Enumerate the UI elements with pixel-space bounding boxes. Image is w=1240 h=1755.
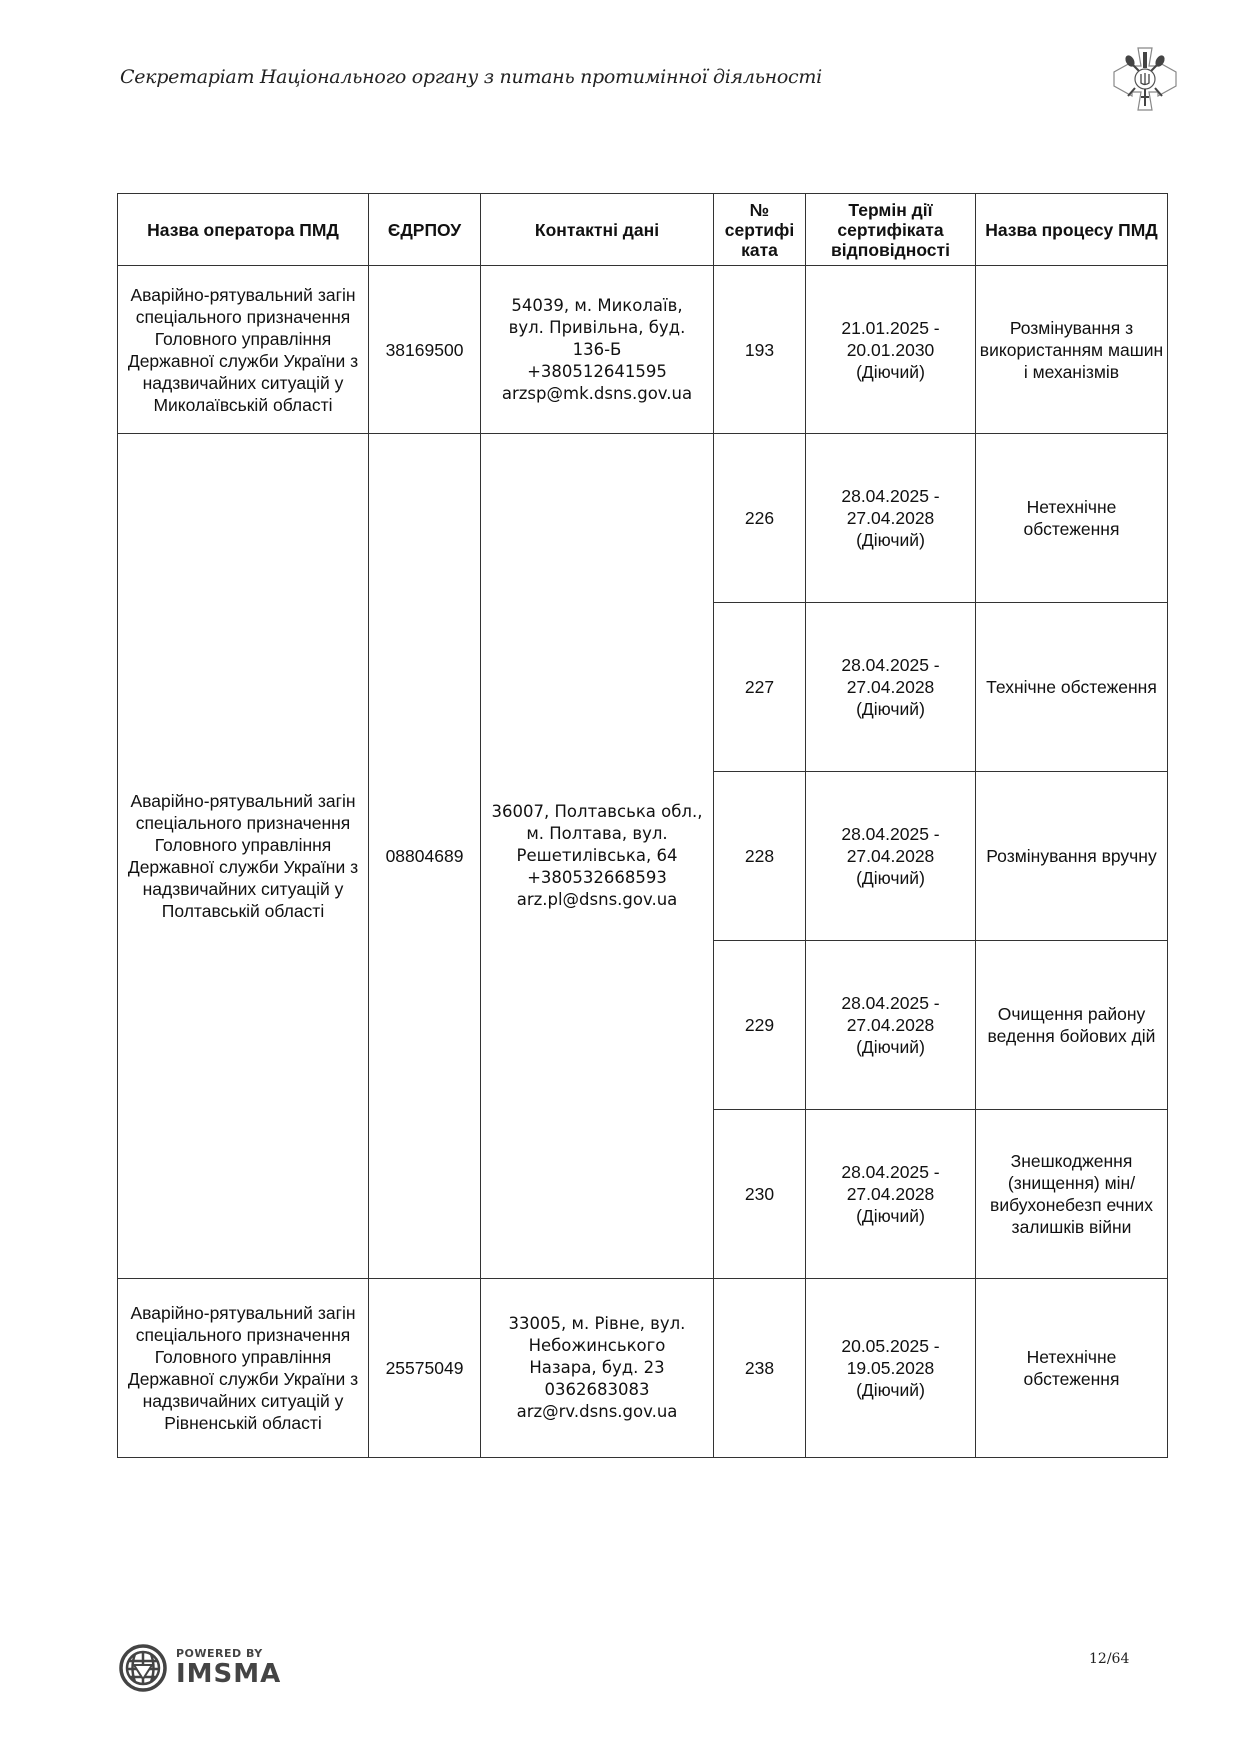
column-header-operator-name: Назва оператора ПМД [118,194,369,266]
certificates-table [117,193,1168,1458]
certificate-number: 193 [714,266,806,434]
contact-address-line: Назара, буд. 23 [529,1358,665,1377]
contact-phone: +380532668593 [527,868,667,887]
term-end: 27.04.2028 [846,508,935,528]
term-start: 28.04.2025 - [841,824,940,844]
certificate-term [806,266,976,434]
contact-address-line: 36007, Полтавська обл., [491,802,703,821]
term-status: (Діючий) [856,530,925,550]
term-start: 28.04.2025 - [841,1162,940,1182]
term-start: 28.04.2025 - [841,486,940,506]
contact-email: arz@rv.dsns.gov.ua [516,1402,678,1421]
imsma-brand: IMSMA [176,1659,282,1689]
table-row [118,1279,1168,1458]
certificate-term [806,603,976,772]
certificate-number: 230 [714,1110,806,1279]
term-end: 27.04.2028 [846,677,935,697]
table-header-row [118,194,1168,266]
certificate-number: 227 [714,603,806,772]
page-number: 12/64 [1089,1651,1130,1667]
contact-email: arz.pl@dsns.gov.ua [516,890,678,909]
contact-email: arzsp@mk.dsns.gov.ua [501,383,693,403]
term-status: (Діючий) [856,1037,925,1057]
term-status: (Діючий) [856,868,925,888]
term-start: 21.01.2025 - [841,317,940,338]
contact-details [481,1279,714,1458]
contact-address-line: Решетилівська, 64 [516,846,678,865]
certificate-number: 226 [714,434,806,603]
process-name: Нетехнічне обстеження [976,1279,1168,1458]
process-name: Знешкодження (знищення) мін/вибухонебезп ечних залишків війни [976,1110,1168,1279]
process-name: Нетехнічне обстеження [976,434,1168,603]
process-name: Розмінування з використанням машин і механізмів [976,266,1168,434]
certificate-number: 229 [714,941,806,1110]
contact-address-line: Небожинського [528,1336,666,1355]
process-name: Технічне обстеження [976,603,1168,772]
contact-phone: +380512641595 [527,361,667,381]
column-header-certificate-term: Термін дії сертифіката відповідності [806,194,976,266]
operator-name: Аварійно-рятувальний загін спеціального призначення Головного управління Державної служби України з надзвичайних ситуацій у Полтавській області [118,434,369,1279]
contact-address-line: вул. Привільна, буд. [508,317,686,337]
term-end: 27.04.2028 [846,1184,935,1204]
certificate-term [806,941,976,1110]
contact-details [481,434,714,1279]
edrpou-code: 08804689 [369,434,481,1279]
edrpou-code: 25575049 [369,1279,481,1458]
imsma-logo [118,1643,281,1693]
contact-address-line: 33005, м. Рівне, вул. [508,1314,686,1333]
term-start: 20.05.2025 - [841,1336,940,1356]
contact-details [481,266,714,434]
term-end: 19.05.2028 [846,1358,935,1378]
contact-address-line: 136-Б [572,339,622,359]
table-row [118,266,1168,434]
column-header-contacts: Контактні дані [481,194,714,266]
term-end: 20.01.2030 [846,339,935,360]
term-status: (Діючий) [856,699,925,719]
term-status: (Діючий) [856,1380,925,1400]
certificate-term [806,1110,976,1279]
term-end: 27.04.2028 [846,846,935,866]
ministry-cross-emblem-icon [1110,44,1180,114]
document-header-title: Секретаріат Національного органу з питань протимінної діяльності [120,66,822,88]
term-status: (Діючий) [856,361,925,382]
contact-address-line: м. Полтава, вул. [526,824,668,843]
operator-name: Аварійно-рятувальний загін спеціального призначення Головного управління Державної служби України з надзвичайних ситуацій у Миколаївській області [118,266,369,434]
certificate-term [806,1279,976,1458]
certificate-term [806,772,976,941]
operator-name: Аварійно-рятувальний загін спеціального призначення Головного управління Державної служби України з надзвичайних ситуацій у Рівненській області [118,1279,369,1458]
column-header-process-name: Назва процесу ПМД [976,194,1168,266]
certificate-term [806,434,976,603]
certificate-number: 228 [714,772,806,941]
column-header-edrpou: ЄДРПОУ [369,194,481,266]
process-name: Очищення району ведення бойових дій [976,941,1168,1110]
term-start: 28.04.2025 - [841,655,940,675]
term-start: 28.04.2025 - [841,993,940,1013]
edrpou-code: 38169500 [369,266,481,434]
table-row [118,434,1168,603]
powered-by-label: POWERED BY [176,1647,263,1660]
process-name: Розмінування вручну [976,772,1168,941]
column-header-certificate-number: № сертифі ката [714,194,806,266]
contact-address-line: 54039, м. Миколаїв, [511,295,683,315]
term-end: 27.04.2028 [846,1015,935,1035]
term-status: (Діючий) [856,1206,925,1226]
globe-icon [118,1643,168,1693]
certificate-number: 238 [714,1279,806,1458]
contact-phone: 0362683083 [544,1380,650,1399]
